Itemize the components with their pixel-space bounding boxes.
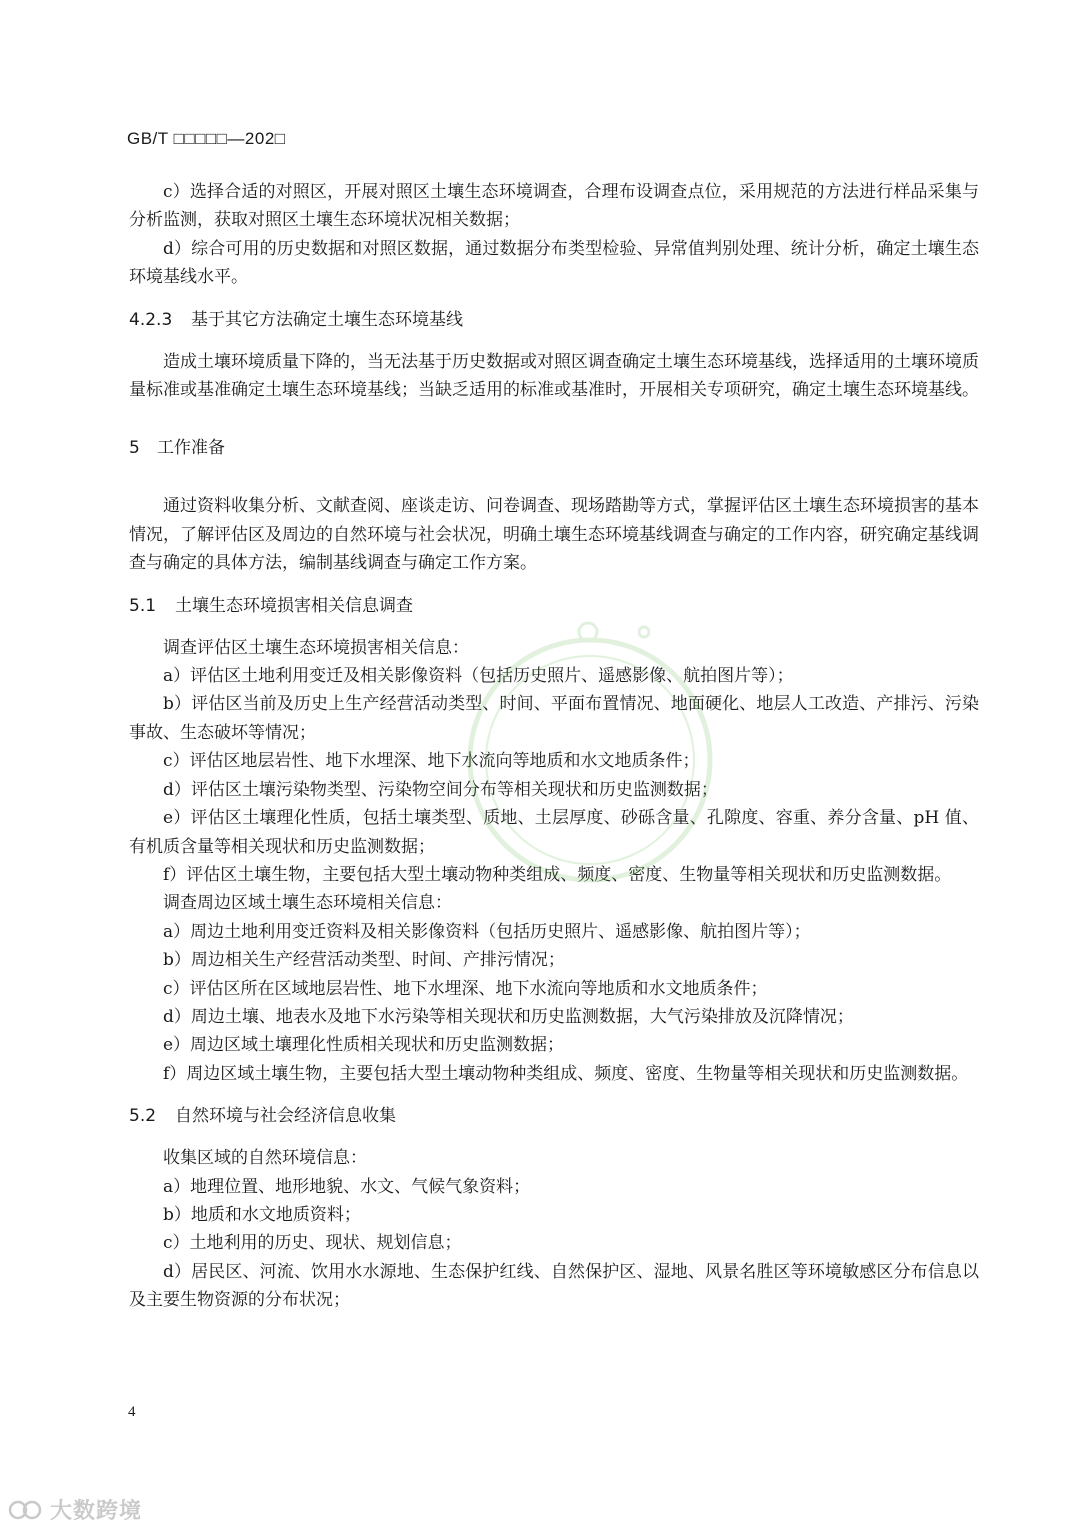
- document-code: GB/T □□□□□—202□: [127, 129, 286, 148]
- paragraph: f）周边区域土壤生物，主要包括大型土壤动物种类组成、频度、密度、生物量等相关现状和历史监测数据。: [163, 1063, 969, 1084]
- brand-logo-icon: [8, 1498, 44, 1522]
- spacer: [129, 334, 979, 348]
- paragraph: e）评估区土壤理化性质，包括土壤类型、质地、土层厚度、砂砾含量、孔隙度、容重、养分含量、pH 值、有机质含量等相关现状和历史监测数据；: [129, 808, 979, 857]
- brand-text: 大数跨境: [50, 1499, 143, 1524]
- section-heading: [129, 434, 979, 462]
- paragraph: a）周边土地利用变迁资料及相关影像资料（包括历史照片、遥感影像、航拍图片等）；: [163, 921, 811, 942]
- paragraph: e）周边区域土壤理化性质相关现状和历史监测数据；: [163, 1035, 565, 1056]
- paragraph: 调查周边区域土壤生态环境相关信息：: [163, 893, 452, 914]
- page-number: 4: [128, 1404, 136, 1420]
- spacer: [129, 404, 979, 434]
- paragraph: a）地理位置、地形地貌、水文、气候气象资料；: [163, 1176, 531, 1197]
- section-heading: [129, 306, 979, 334]
- spacer: [129, 462, 979, 492]
- section-number: 4.2.3: [129, 309, 173, 330]
- watermark-stamp-icon: [440, 610, 740, 910]
- paragraph: d）综合可用的历史数据和对照区数据，通过数据分布类型检验、异常值判别处理、统计分析，确定土壤生态环境基线水平。: [129, 238, 979, 288]
- paragraph: 造成土壤环境质量下降的，当无法基于历史数据或对照区调查确定土壤生态环境基线，选择适用的土壤环境质量标准或基准确定土壤生态环境基线；当缺乏适用的标准或基准时，开展相关专项研究，确定土壤生态环境基线。: [129, 351, 979, 401]
- paragraph: c）选择合适的对照区，开展对照区土壤生态环境调查，合理布设调查点位，采用规范的方法进行样品采集与分析监测，获取对照区土壤生态环境状况相关数据；: [129, 182, 979, 231]
- section-number: 5.1: [129, 595, 157, 616]
- section-number: 5: [129, 438, 140, 459]
- spacer: [129, 1130, 979, 1144]
- paragraph: 调查评估区土壤生态环境损害相关信息：: [163, 637, 469, 658]
- paragraph: d）居民区、河流、饮用水水源地、生态保护红线、自然保护区、湿地、风景名胜区等环境敏感区分布信息以及主要生物资源的分布状况；: [129, 1261, 979, 1311]
- paragraph: b）评估区当前及历史上生产经营活动类型、时间、平面布置情况、地面硬化、地层人工改造、产排污、污染事故、生态破坏等情况；: [129, 694, 979, 743]
- paragraph: a）评估区土地利用变迁及相关影像资料（包括历史照片、遥感影像、航拍图片等）；: [163, 666, 794, 687]
- section-title: 工作准备: [157, 438, 225, 459]
- section-title: 基于其它方法确定土壤生态环境基线: [191, 309, 463, 330]
- spacer: [129, 292, 979, 306]
- paragraph: 通过资料收集分析、文献查阅、座谈走访、问卷调查、现场踏勘等方式，掌握评估区土壤生态环境损害的基本情况，了解评估区及周边的自然环境与社会状况，明确土壤生态环境基线调查与确定的工作内容，研究确定基线调查与确定的具体方法，编制基线调查与确定工作方案。: [129, 496, 979, 574]
- brand-watermark: [8, 1494, 142, 1525]
- spacer: [129, 1088, 979, 1102]
- paragraph: d）评估区土壤污染物类型、污染物空间分布等相关现状和历史监测数据；: [163, 779, 718, 800]
- section-title: 土壤生态环境损害相关信息调查: [175, 595, 413, 616]
- paragraph: c）土地利用的历史、现状、规划信息；: [163, 1233, 462, 1254]
- paragraph: b）地质和水文地质资料；: [163, 1204, 361, 1225]
- paragraph: c）评估区地层岩性、地下水埋深、地下水流向等地质和水文地质条件；: [163, 751, 700, 772]
- section-title: 自然环境与社会经济信息收集: [175, 1106, 396, 1127]
- paragraph: b）周边相关生产经营活动类型、时间、产排污情况；: [163, 950, 565, 971]
- section-number: 5.2: [129, 1106, 157, 1127]
- paragraph: d）周边土壤、地表水及地下水污染等相关现状和历史监测数据，大气污染排放及沉降情况；: [163, 1006, 854, 1027]
- paragraph: 收集区域的自然环境信息：: [163, 1148, 367, 1169]
- paragraph: f）评估区土壤生物，主要包括大型土壤动物种类组成、频度、密度、生物量等相关现状和历史监测数据。: [163, 864, 952, 885]
- spacer: [129, 578, 979, 592]
- section-heading: [129, 1102, 979, 1130]
- paragraph: c）评估区所在区域地层岩性、地下水埋深、地下水流向等地质和水文地质条件；: [163, 978, 768, 999]
